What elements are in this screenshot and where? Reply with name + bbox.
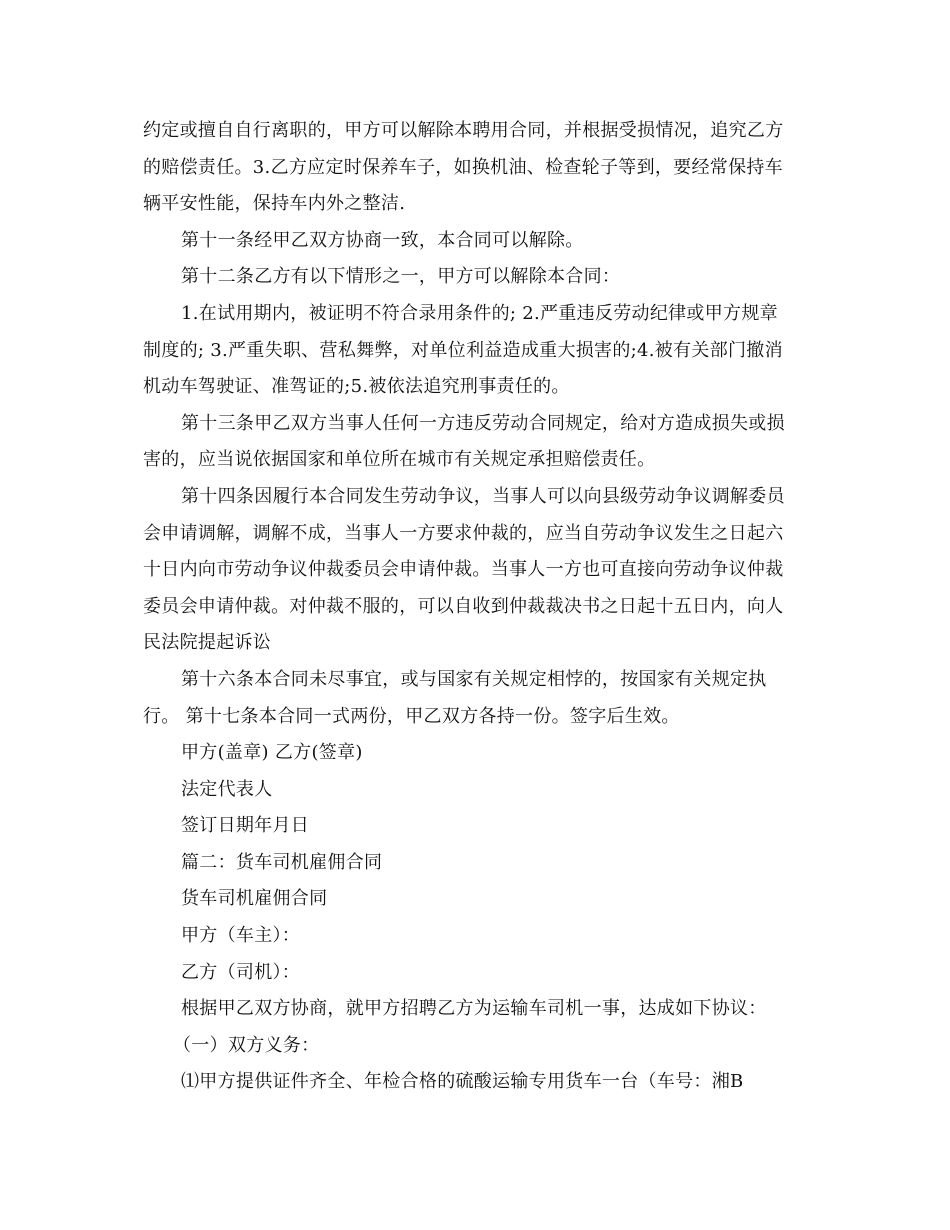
article-14-line-1: 第十四条因履行本合同发生劳动争议，当事人可以向县级劳动争议调解委员 [181,485,785,507]
legal-representative: 法定代表人 [181,778,273,800]
signing-date: 签订日期年月日 [181,815,310,837]
article-14-line-3: 十日内向市劳动争议仲裁委员会申请仲裁。当事人一方也可直接向劳动争议仲裁 [143,559,784,581]
contract-title: 货车司机雇佣合同 [181,888,328,910]
article-13-line-1: 第十三条甲乙双方当事人任何一方违反劳动合同规定，给对方造成损失或损 [181,412,785,434]
document-body [143,113,813,1101]
text-line-3: 辆平安性能，保持车内外之整洁. [143,193,406,215]
obligations-heading: （一）双方义务： [173,1034,320,1056]
text-line-1: 约定或擅自自行离职的，甲方可以解除本聘用合同，并根据受损情况，追究乙方 [143,120,784,141]
article-12-item-line-2: 制度的; 3.严重失职、营私舞弊，对单位利益造成重大损害的;4.被有关部门撤消 [143,339,783,361]
section-two-heading: 篇二：货车司机雇佣合同 [181,851,383,873]
agreement-intro: 根据甲乙双方协商，就甲方招聘乙方为运输车司机一事，达成如下协议： [181,998,767,1020]
obligation-1: ⑴甲方提供证件齐全、年检合格的硫酸运输专用货车一台（车号：湘B [181,1071,744,1093]
article-16-line-1: 第十六条本合同未尽事宜，或与国家有关规定相悖的，按国家有关规定执 [181,668,767,690]
article-14-line-2: 会申请调解，调解不成，当事人一方要求仲裁的，应当自劳动争议发生之日起六 [143,522,784,544]
article-11: 第十一条经甲乙双方协商一致，本合同可以解除。 [181,229,584,251]
party-b-label: 乙方（司机）： [181,961,301,983]
article-14-line-4: 委员会申请仲裁。对仲裁不服的，可以自收到仲裁裁决书之日起十五日内，向人 [143,595,784,617]
signature-parties: 甲方(盖章) 乙方(签章) [181,742,363,764]
article-16-line-2: 行。 第十七条本合同一式两份，甲乙双方各持一份。签字后生效。 [143,705,680,727]
article-12-item-line-3: 机动车驾驶证、准驾证的;5.被依法追究刑事责任的。 [143,376,570,398]
text-line-2: 的赔偿责任。3.乙方应定时保养车子，如换机油、检查轮子等到，要经常保持车 [143,156,783,178]
article-12: 第十二条乙方有以下情形之一，甲方可以解除本合同： [181,266,621,288]
party-a-label: 甲方（车主）： [181,925,301,947]
article-12-item-line-1: 1.在试用期内，被证明不符合录用条件的; 2.严重违反劳动纪律或甲方规章 [181,302,778,324]
article-14-line-5: 民法院提起诉讼 [143,632,272,654]
article-13-line-2: 害的，应当说依据国家和单位所在城市有关规定承担赔偿责任。 [143,449,656,471]
